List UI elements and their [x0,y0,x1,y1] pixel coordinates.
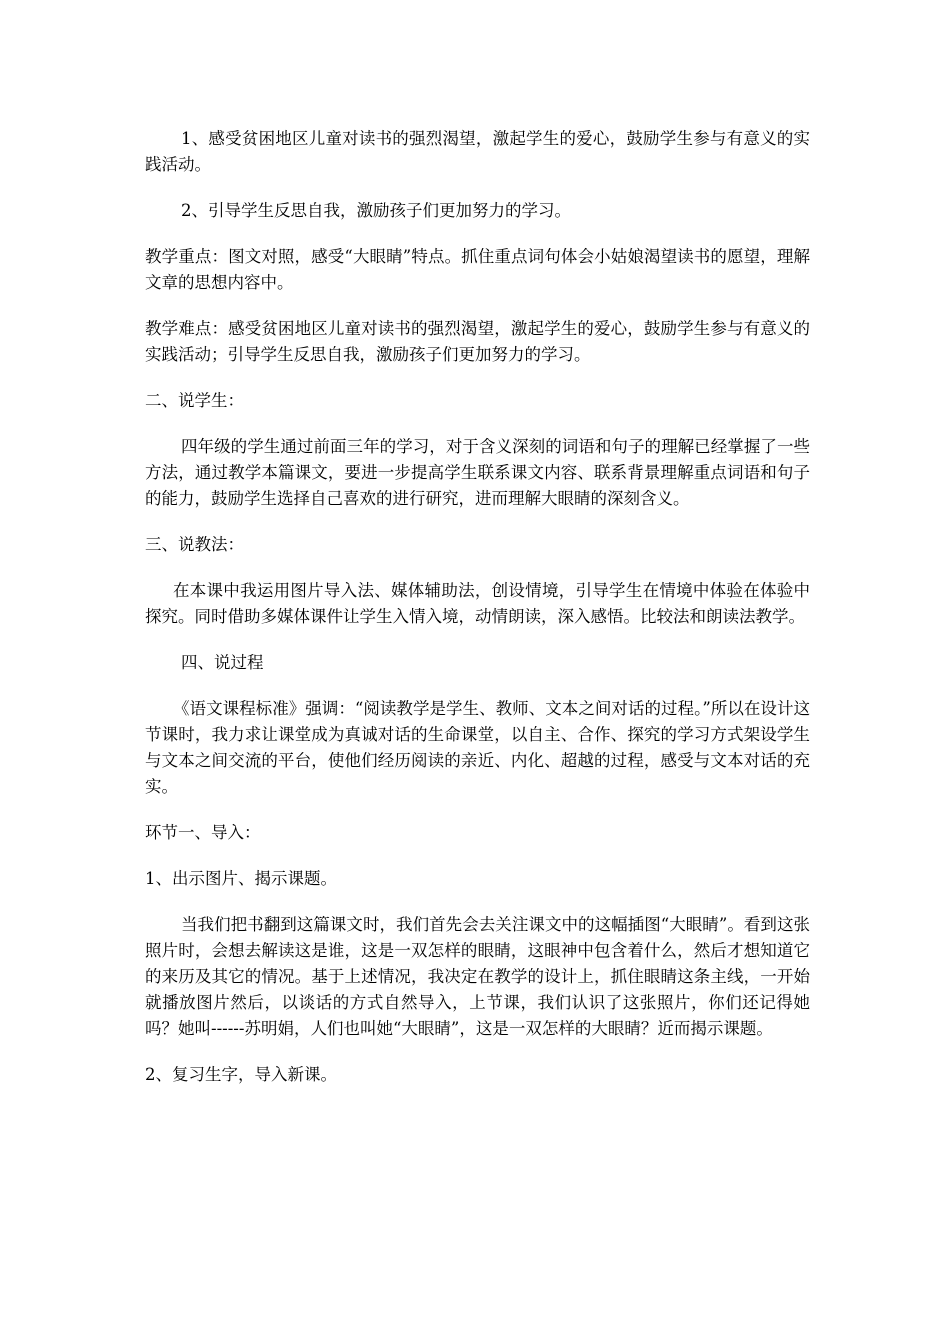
objective-1: 1、感受贫困地区儿童对读书的强烈渴望，激起学生的爱心，鼓励学生参与有意义的实践活动。 [145,129,810,174]
step-one-heading: 环节一、导入： [145,823,261,842]
objective-2: 2、引导学生反思自我，激励孩子们更加努力的学习。 [181,201,571,220]
section-heading-methods: 三、说教法： [145,535,244,554]
section-heading-students: 二、说学生： [145,391,244,410]
methods-paragraph: 在本课中我运用图片导入法、媒体辅助法，创设情境，引导学生在情境中体验在体验中探究。同时借助多媒体课件让学生入情入境，动情朗读，深入感悟。比较法和朗读法教学。 [145,581,810,626]
step-one-item-2: 2、复习生字，导入新课。 [145,1065,337,1084]
process-paragraph: 《语文课程标准》强调：“阅读教学是学生、教师、文本之间对话的过程。”所以在设计这节课时，我力求让课堂成为真诚对话的生命课堂，以自主、合作、探究的学习方式架设学生与文本之间交流的平台，使他们经历阅读的亲近、内化、超越的过程，感受与文本对话的充实。 [145,699,810,796]
step-one-paragraph: 当我们把书翻到这篇课文时，我们首先会去关注课文中的这幅插图“大眼睛”。看到这张照片时，会想去解读这是谁，这是一双怎样的眼睛，这眼神中包含着什么，然后才想知道它的来历及其它的情况。基于上述情况，我决定在教学的设计上，抓住眼睛这条主线，一开始就播放图片然后，以谈话的方式自然导入，上节课，我们认识了这张照片，你们还记得她吗？她叫------苏明娟，人们也叫她“大眼睛”，这是一双怎样的大眼睛？近而揭示课题。 [145,915,810,1038]
teaching-difficulty: 教学难点：感受贫困地区儿童对读书的强烈渴望，激起学生的爱心，鼓励学生参与有意义的实践活动；引导学生反思自我，激励孩子们更加努力的学习。 [145,319,810,364]
teaching-focus: 教学重点：图文对照，感受“大眼睛”特点。抓住重点词句体会小姑娘渴望读书的愿望，理解文章的思想内容中。 [145,247,810,292]
step-one-item-1: 1、出示图片、揭示课题。 [145,869,337,888]
section-heading-process: 四、说过程 [181,653,264,672]
students-paragraph: 四年级的学生通过前面三年的学习，对于含义深刻的词语和句子的理解已经掌握了一些方法，通过教学本篇课文，要进一步提高学生联系课文内容、联系背景理解重点词语和句子的能力，鼓励学生选择自己喜欢的进行研究，进而理解大眼睛的深刻含义。 [145,437,810,508]
